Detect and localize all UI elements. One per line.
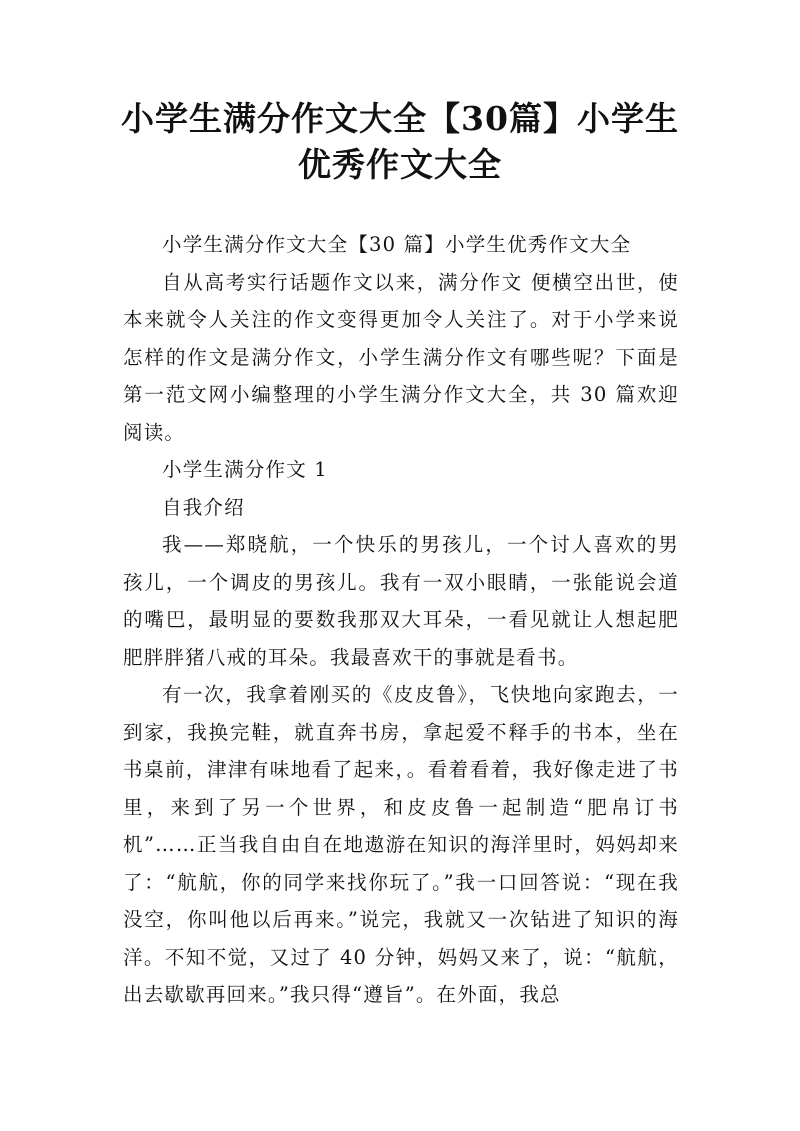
essay-number-heading: 小学生满分作文 1 [162, 458, 328, 481]
essay-title-heading: 自我介绍 [162, 495, 245, 519]
intro-paragraph: 自从高考实行话题作文以来，满分作文 便横空出世，使本来就令人关注的作文变得更加令人关注了。对于小学来说怎样的作文是满分作文，小学生满分作文有哪些呢？下面是第一范文网小编整理的小学生满分作文大全，共 30 篇欢迎阅读。 [123, 270, 679, 444]
subtitle-paragraph: 小学生满分作文大全【30 篇】小学生优秀作文大全 [162, 233, 632, 256]
essay-paragraph: 有一次，我拿着刚买的《皮皮鲁》，飞快地向家跑去，一到家，我换完鞋，就直奔书房，拿起爱不释手的书本，坐在书桌前，津津有味地看了起来，。看着看着，我好像走进了书里，来到了另一个世界，和皮皮鲁一起制造“肥帛订书机”……正当我自由自在地遨游在知识的海洋里时，妈妈却来了：“航航，你的同学来找你玩了。”我一口回答说：“现在我没空，你叫他以后再来。”说完，我就又一次钻进了知识的海洋。不知不觉，又过了 40 分钟，妈妈又来了，说：“航航，出去歇歇再回来。”我只得“遵旨”。在外面，我总 [123, 683, 679, 1006]
document-body [123, 226, 679, 1014]
document-title: 小学生满分作文大全【30篇】小学生优秀作文大全 [121, 99, 679, 184]
essay-paragraph: 我——郑晓航，一个快乐的男孩儿，一个讨人喜欢的男孩儿，一个调皮的男孩儿。我有一双小眼睛，一张能说会道的嘴巴，最明显的要数我那双大耳朵，一看见就让人想起肥肥胖胖猪八戒的耳朵。我最喜欢干的事就是看书。 [123, 533, 679, 669]
